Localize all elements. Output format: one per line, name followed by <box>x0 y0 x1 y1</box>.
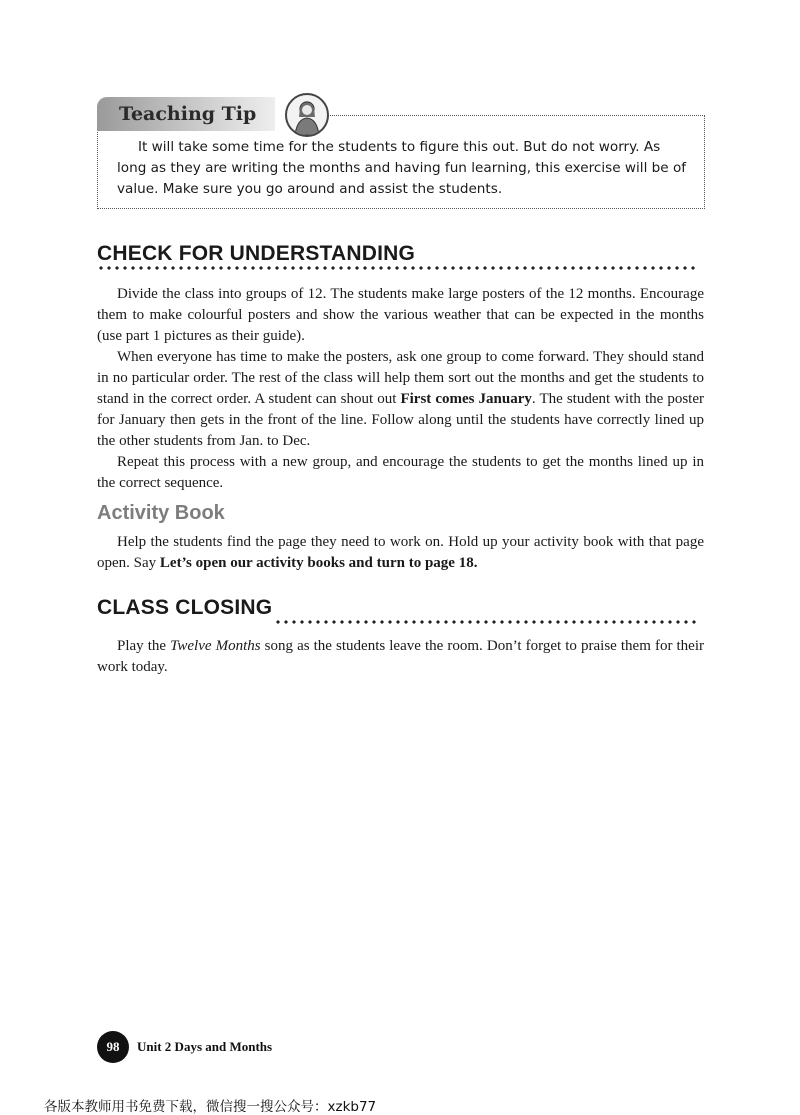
heading-dotted-rule <box>274 620 697 624</box>
class-closing-heading: CLASS CLOSING <box>97 596 273 619</box>
heading-dotted-rule <box>97 266 697 270</box>
activity-book-heading: Activity Book <box>97 502 225 524</box>
paragraph: Repeat this process with a new group, and encourage the students to get the months lined up in the correct sequence. <box>97 454 704 491</box>
teaching-tip-top-border <box>330 115 705 116</box>
teacher-avatar-icon <box>285 93 329 137</box>
paragraph: Help the students find the page they need to work on. Hold up your activity book with that page open. Say Let’s open our activity books and turn to page 18. <box>97 534 704 571</box>
watermark-text: 各版本教师用书免费下载，微信搜一搜公众号：xzkb77 <box>44 1099 377 1115</box>
teaching-tip-text: It will take some time for the students to figure this out. But do not worry. As long as they are writing the months and having fun learning, this exercise will be of value. Make sure you go around and assist the students. <box>117 139 687 197</box>
page-number: 98 <box>97 1031 129 1063</box>
paragraph: When everyone has time to make the posters, ask one group to come forward. They should stand in no particular order. The rest of the class will help them sort out the months and get the students to stand in the correct order. A student can shout out First comes January. The student with the poster for January then gets in the front of the line. Follow along until the students have correctly lined up the other students from Jan. to Dec. <box>97 349 704 449</box>
check-understanding-heading: CHECK FOR UNDERSTANDING <box>97 242 416 265</box>
paragraph: Divide the class into groups of 12. The students make large posters of the 12 months. Encourage them to make colourful posters and show the various weather that can be expected in the months (use part 1 pictures as their guide). <box>97 286 704 344</box>
teaching-tip-label: Teaching Tip <box>97 97 275 131</box>
unit-label: Unit 2 Days and Months <box>137 1039 273 1054</box>
paragraph: Play the Twelve Months song as the students leave the room. Don’t forget to praise them for their work today. <box>97 638 704 675</box>
